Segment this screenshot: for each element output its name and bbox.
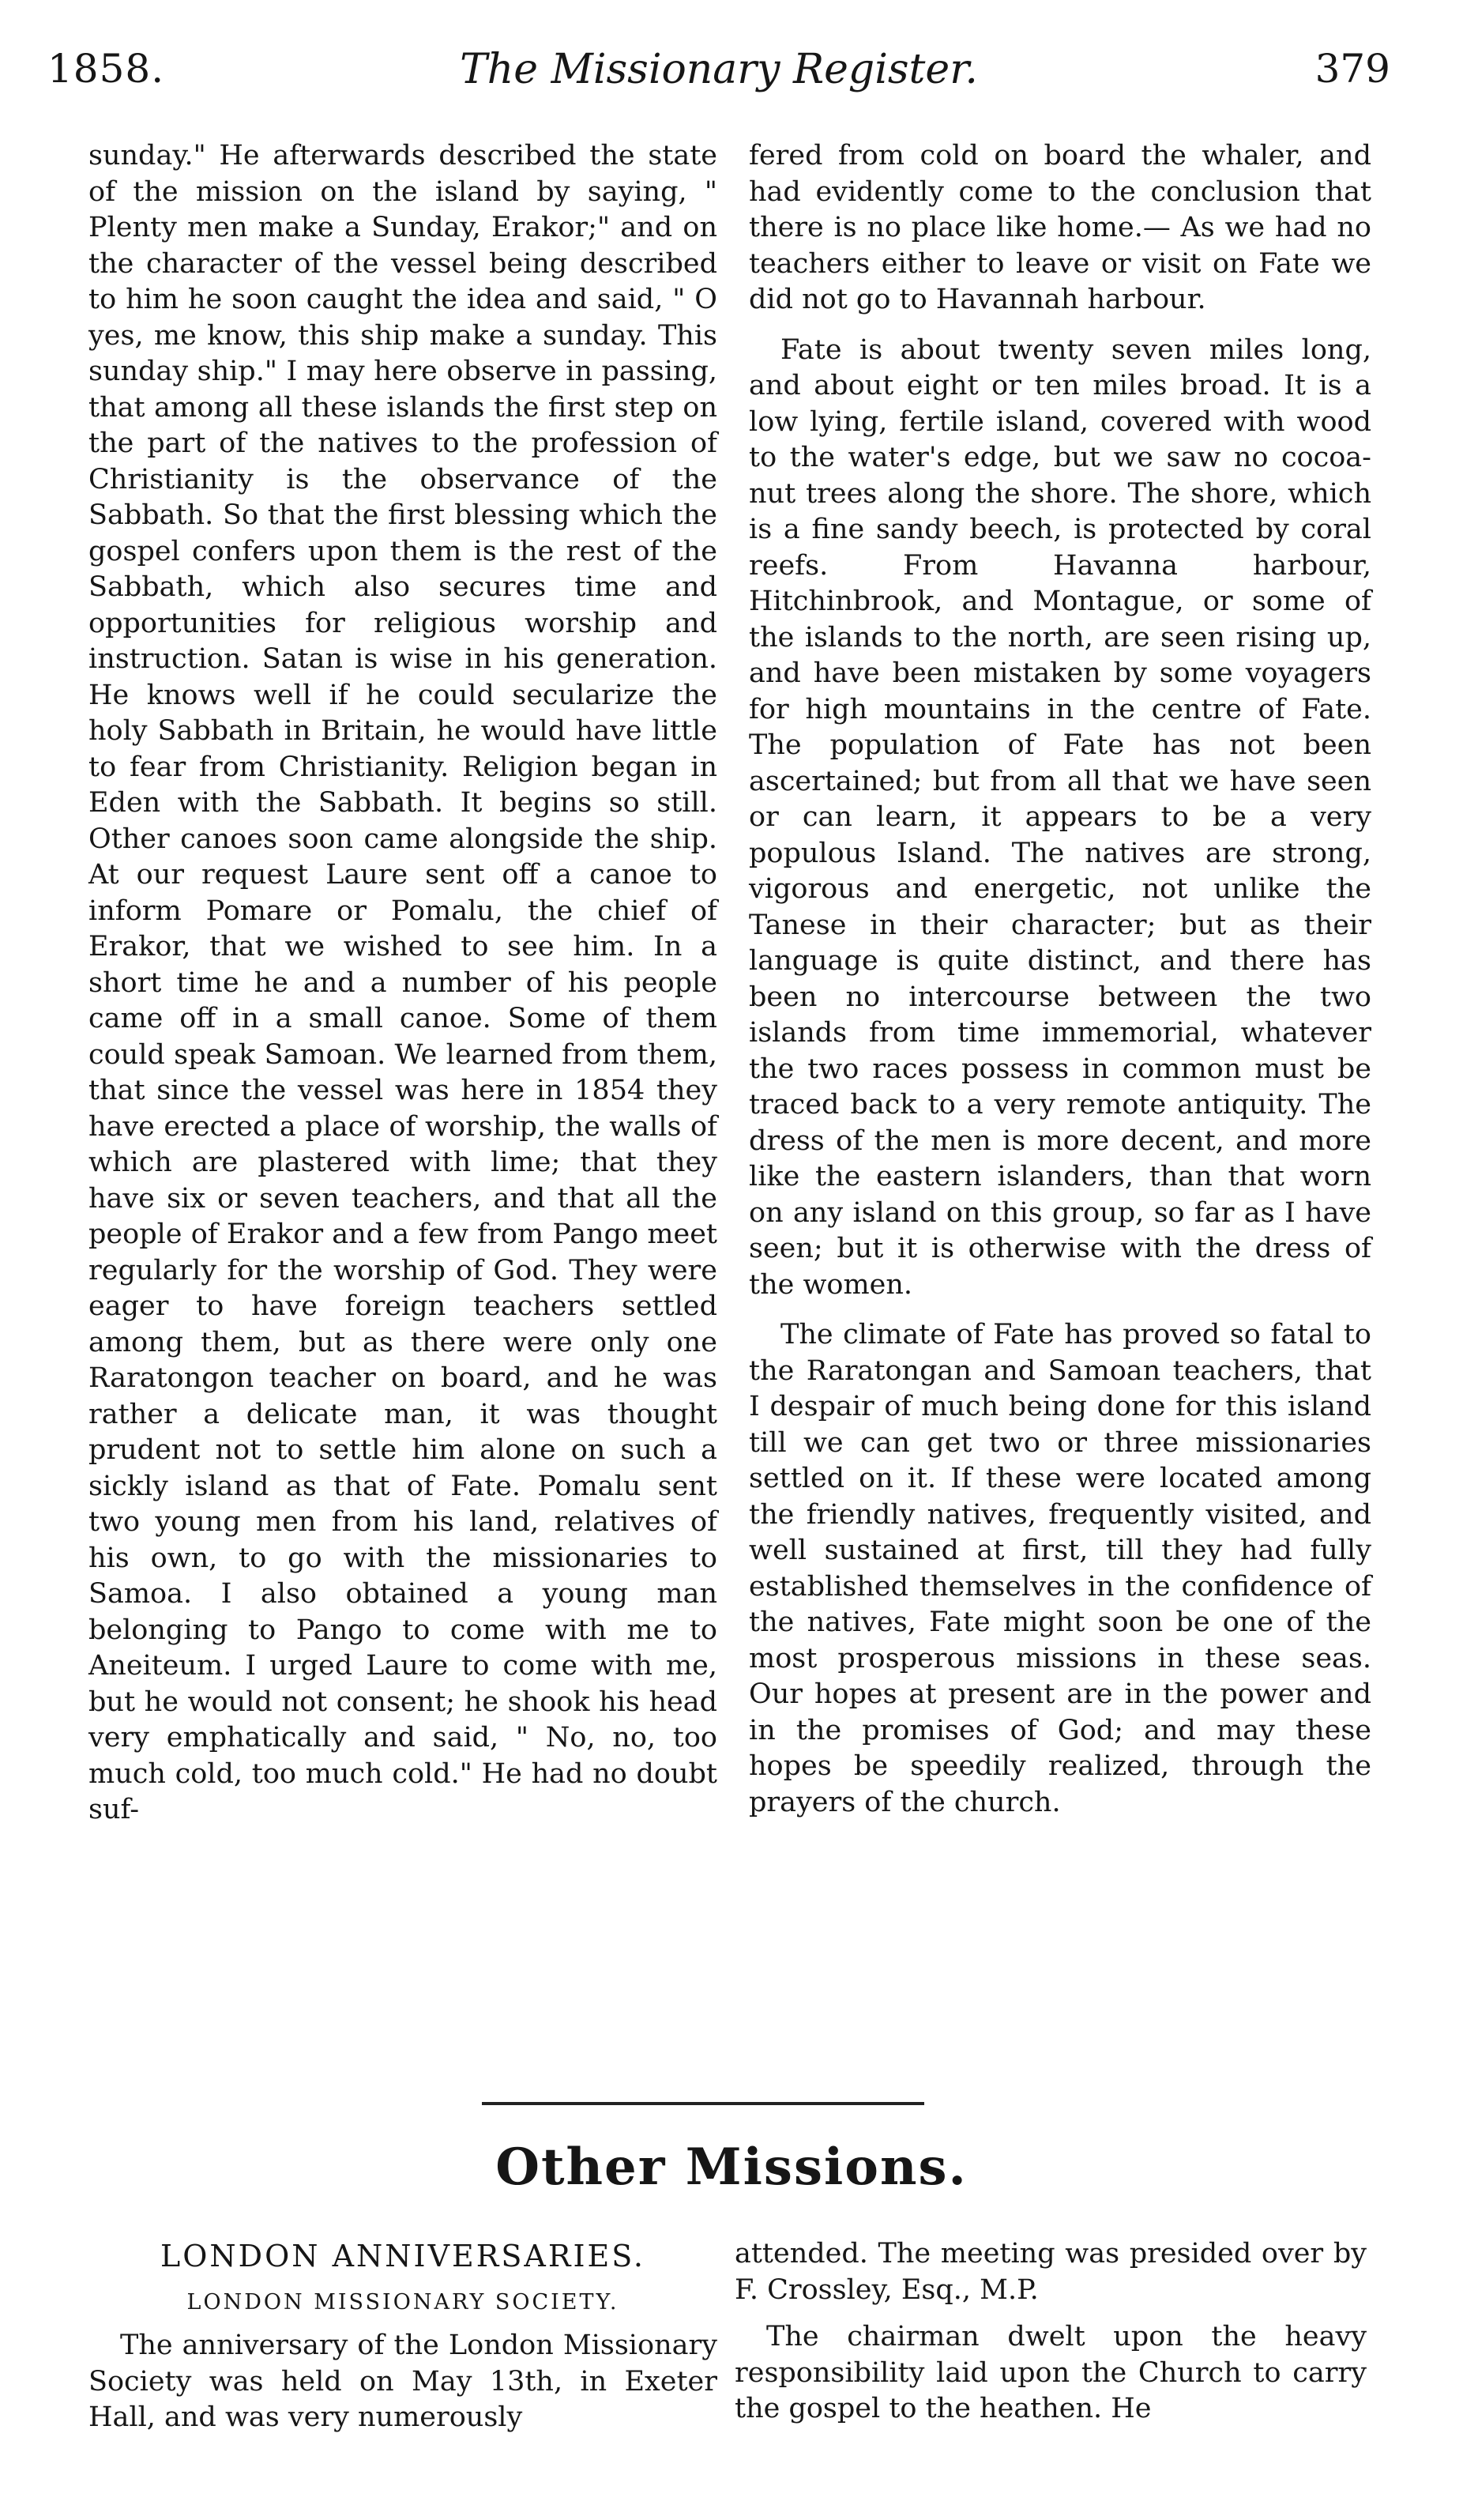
section-title: Other Missions. (495, 2138, 968, 2197)
article-left-column (88, 138, 717, 1829)
header-year: 1858. (47, 46, 165, 92)
subheading: LONDON ANNIVERSARIES. (160, 2239, 645, 2273)
section-left-column (88, 2236, 717, 2436)
article-paragraph: The climate of Fate has proved so fatal to the Raratongan and Samoan teachers, that I despair of much being done for this island till we can get two or three missionaries settled on it. If these were located among the friendly natives, frequently visited, and well sustained at first, till they had fully established themselves in the confidence of the natives, Fate might soon be one of the most prosperous missions in these seas. Our hopes at present are in the power and in the promises of God; and may these hopes be speedily realized, through the prayers of the church. (749, 1319, 1371, 1818)
section-paragraph: The chairman dwelt upon the heavy responsibility laid upon the Church to carry the gospel to the heathen. He (735, 2321, 1367, 2424)
header-page-number: 379 (1314, 46, 1390, 92)
section-divider (482, 2102, 924, 2105)
section-right-body (735, 2236, 1367, 2428)
running-header (47, 46, 1390, 117)
header-title: The Missionary Register. (460, 46, 978, 93)
article-right-column (749, 138, 1371, 1821)
article-paragraph: sunday." He afterwards described the state of the mission on the island by saying, " Plenty men make a Sunday, Erakor;" and on the character of the vessel being described to him he soon caught the idea and said, " O yes, me know, this ship make a sunday. This sunday ship." I may here observe in passing, that among all these islands the first step on the part of the natives to the profession of Christianity is the observance of the Sabbath. So that the first blessing which the gospel confers upon them is the rest of the Sabbath, which also secures time and opportunities for religious worship and instruction. Satan is wise in his generation. He knows well if he could secularize the holy Sabbath in Britain, he would have little to fear from Christianity. Religion began in Eden with the Sabbath. It begins so still. Other canoes soon came alongside the ship. At our request Laure sent off a canoe to inform Pomare or Pomalu, the chief of Erakor, that we wished to see him. In a short time he and a number of his people came off in a small canoe. Some of them could speak Samoan. We learned from them, that since the vessel was here in 1854 they have erected a place of worship, the walls of which are plastered with lime; that they have six or seven teachers, and that all the people of Erakor and a few from Pango meet regularly for the worship of God. They were eager to have foreign teachers settled among them, but as there were only one Raratongon teacher on board, and he was rather a delicate man, it was thought prudent not to settle him alone on such a sickly island as that of Fate. Pomalu sent two young men from his land, relatives of his own, to go with the missionaries to Samoa. I also obtained a young man belonging to Pango to come with me to Aneiteum. I urged Laure to come with me, but he would not consent; he shook his head very emphatically and said, " No, no, too much cold, too much cold." He had no doubt suf- (88, 140, 717, 1825)
subsubheading: LONDON MISSIONARY SOCIETY. (186, 2290, 619, 2315)
section-paragraph: The anniversary of the London Missionary Society was held on May 13th, in Exeter Hall, and was very numerously (88, 2330, 717, 2433)
section-paragraph: attended. The meeting was presided over by F. Crossley, Esq., M.P. (735, 2238, 1367, 2306)
article-paragraph: fered from cold on board the whaler, and had evidently come to the conclusion that there is no place like home.— As we had no teachers either to leave or visit on Fate we did not go to Havannah harbour. (749, 140, 1371, 315)
article-paragraph: Fate is about twenty seven miles long, and about eight or ten miles broad. It is a low lying, fertile island, covered with wood to the water's edge, but we saw no cocoa-nut trees along the shore. The shore, which is a fine sandy beech, is protected by coral reefs. From Havanna harbour, Hitchinbrook, and Montague, or some of the islands to the north, are seen rising up, and have been mistaken by some voyagers for high mountains in the centre of Fate. The population of Fate has not been ascertained; but from all that we have seen or can learn, it appears to be a very populous Island. The natives are strong, vigorous and energetic, not unlike the Tanese in their character; but as their language is quite distinct, and there has been no intercourse between the two islands from time immemorial, whatever the two races possess in common must be traced back to a very remote antiquity. The dress of the men is more decent, and more like the eastern islanders, than that worn on any island on this group, so far as I have seen; but it is otherwise with the dress of the women. (749, 333, 1371, 1301)
section-right-column (735, 2236, 1367, 2428)
